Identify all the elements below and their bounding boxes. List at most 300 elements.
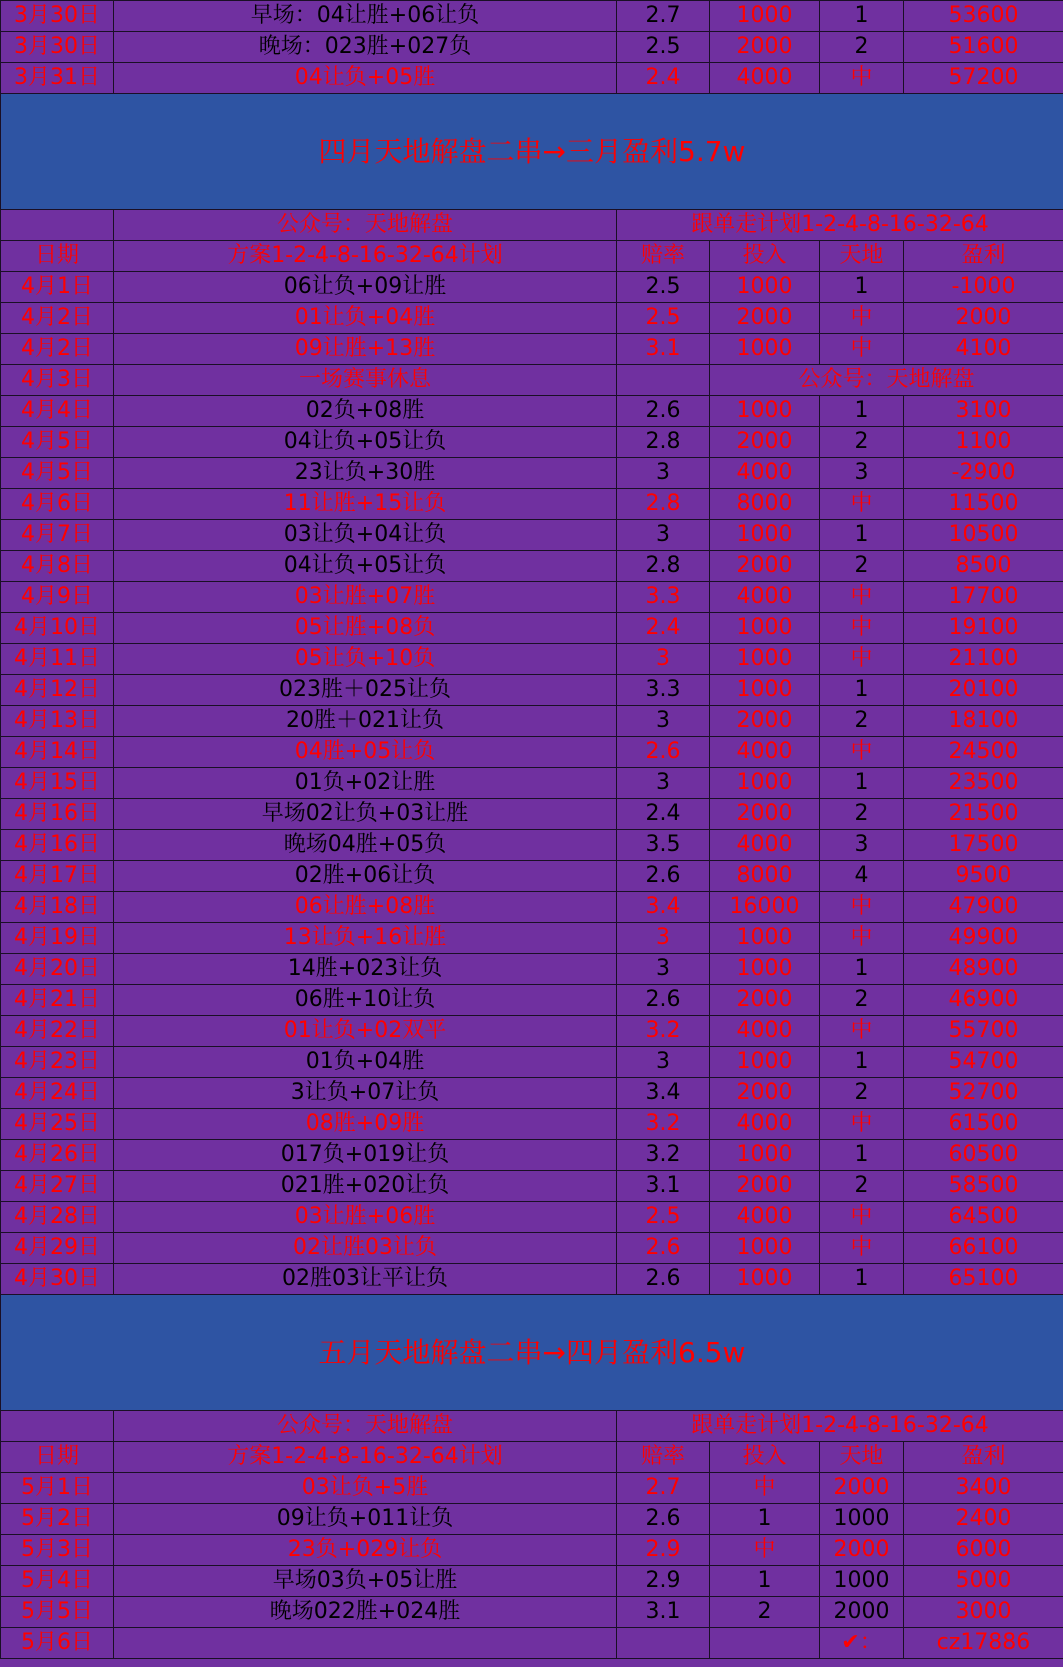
cell-odds: 2.6 [617,737,710,768]
may-header-row [1,1442,1063,1473]
table-row [1,551,1063,582]
table-row [1,1597,1063,1628]
header-date: 日期 [1,241,114,272]
table-row [1,954,1063,985]
cell-bet: 2000 [710,427,820,458]
cell-bet: 1000 [710,1047,820,1078]
table-row [1,63,1063,94]
cell-odds: 3.4 [617,892,710,923]
cell-odds: 3.2 [617,1140,710,1171]
cell-profit: 4100 [904,334,1063,365]
cell-tiandi: 中 [820,923,904,954]
cell-tiandi: 中 [820,303,904,334]
cell-odds: 3 [617,768,710,799]
cell-plan: 06让负+09让胜 [114,272,617,303]
cell-profit: 20100 [904,675,1063,706]
cell-tiandi: 1 [820,396,904,427]
cell-odds: 2.4 [617,799,710,830]
cell-tiandi: 中 [820,582,904,613]
cell-tiandi: 中 [820,489,904,520]
cell-tiandi: 1 [820,675,904,706]
table-row [1,520,1063,551]
cell-odds: 2.5 [617,32,710,63]
cell-date: 4月14日 [1,737,114,768]
cell-odds: 2.7 [617,1473,710,1504]
cell-profit: 66100 [904,1233,1063,1264]
table-row [1,644,1063,675]
cell-plan: 05让负+10负 [114,644,617,675]
cell-date: 4月9日 [1,582,114,613]
cell-profit: 11500 [904,489,1063,520]
cell-bet: 2000 [710,799,820,830]
cell-date: 4月24日 [1,1078,114,1109]
cell-tiandi: 2 [820,985,904,1016]
cell-profit: 48900 [904,954,1063,985]
cell-date: 4月20日 [1,954,114,985]
cell-date: 4月4日 [1,396,114,427]
cell-tiandi: 2 [820,706,904,737]
may-banner-row [1,1295,1063,1411]
cell-date: 4月21日 [1,985,114,1016]
rest-account: 公众号：天地解盘 [710,365,1063,396]
cell-plan: 23让负+30胜 [114,458,617,489]
cell-date: 4月25日 [1,1109,114,1140]
cell-plan: 05让胜+08负 [114,613,617,644]
cell-odds: 3 [617,520,710,551]
cell-odds: 2.8 [617,489,710,520]
cell-date: 4月29日 [1,1233,114,1264]
cell-profit: 17500 [904,830,1063,861]
cell-tiandi: 中 [820,737,904,768]
cell-profit: 21500 [904,799,1063,830]
rest-text: 一场赛事休息 [114,365,617,396]
cell-tiandi: 2 [820,32,904,63]
may-follow-plan: 跟单走计划1-2-4-8-16-32-64 [617,1411,1063,1442]
cell-bet: 4000 [710,582,820,613]
cell-bet: 1000 [710,1,820,32]
cell-plan: 20胜＋021让负 [114,706,617,737]
cell-tiandi: 2000 [820,1473,904,1504]
cell-plan: 02负+08胜 [114,396,617,427]
cell-odds: 3.1 [617,334,710,365]
table-row [1,768,1063,799]
cell-bet: 1 [710,1504,820,1535]
cell-profit: 3400 [904,1473,1063,1504]
cell-date: 4月16日 [1,830,114,861]
cell-plan: 09让负+011让负 [114,1504,617,1535]
cell-date: 3月30日 [1,32,114,63]
cell-date: 4月5日 [1,427,114,458]
april-header-row [1,241,1063,272]
cell-bet: 1000 [710,613,820,644]
cell-tiandi: 1 [820,1140,904,1171]
last-date: 5月6日 [1,1628,114,1659]
cell-odds: 2.6 [617,396,710,427]
cell-bet: 1000 [710,768,820,799]
cell-tiandi: 3 [820,830,904,861]
cell-plan: 晚场04胜+05负 [114,830,617,861]
cell-date: 4月13日 [1,706,114,737]
header-bet: 投入 [710,241,820,272]
cell-date: 4月17日 [1,861,114,892]
cell-tiandi: 2 [820,427,904,458]
cell-profit: 5000 [904,1566,1063,1597]
cell-date: 3月30日 [1,1,114,32]
table-row [1,1171,1063,1202]
cell-plan: 03让负+5胜 [114,1473,617,1504]
cell-tiandi: 2 [820,1171,904,1202]
cell-plan: 13让负+16让胜 [114,923,617,954]
cell-tiandi: 1 [820,272,904,303]
cell-odds: 2.9 [617,1535,710,1566]
table-row [1,737,1063,768]
cell-bet: 4000 [710,830,820,861]
cell-date: 4月8日 [1,551,114,582]
header-tiandi: 天地 [820,241,904,272]
cell-odds: 2.8 [617,427,710,458]
cell-date: 4月30日 [1,1264,114,1295]
cell-bet: 1000 [710,1233,820,1264]
cell-bet: 2000 [710,706,820,737]
cell-odds: 2.4 [617,63,710,94]
rest-date: 4月3日 [1,365,114,396]
cell-bet: 中 [710,1535,820,1566]
cell-odds: 3.4 [617,1078,710,1109]
header-odds: 赔率 [617,241,710,272]
cell-profit: 64500 [904,1202,1063,1233]
cell-profit: 2000 [904,303,1063,334]
cell-profit: 1100 [904,427,1063,458]
cell-profit: -2900 [904,458,1063,489]
table-row [1,830,1063,861]
cell-profit: 6000 [904,1535,1063,1566]
cell-bet: 4000 [710,737,820,768]
cell-odds: 3.3 [617,582,710,613]
table-row [1,799,1063,830]
cell-bet: 2000 [710,551,820,582]
cell-profit: 8500 [904,551,1063,582]
table-row [1,613,1063,644]
cell-plan: 01负+02让胜 [114,768,617,799]
cell-odds: 3 [617,923,710,954]
table-row [1,985,1063,1016]
cell-bet: 2000 [710,985,820,1016]
may-banner: 五月天地解盘二串→四月盈利6.5w [1,1295,1063,1411]
cell-bet: 16000 [710,892,820,923]
cell-profit: 2400 [904,1504,1063,1535]
cell-tiandi: 中 [820,644,904,675]
cell-date: 5月3日 [1,1535,114,1566]
table-row [1,582,1063,613]
cell-profit: 60500 [904,1140,1063,1171]
cell-odds: 2.6 [617,861,710,892]
cell-profit: 49900 [904,923,1063,954]
table-row [1,1078,1063,1109]
cell-date: 5月1日 [1,1473,114,1504]
cell-bet: 1000 [710,396,820,427]
cell-bet: 1000 [710,272,820,303]
cell-date: 4月27日 [1,1171,114,1202]
cell-plan: 021胜+020让负 [114,1171,617,1202]
cell-plan: 09让胜+13胜 [114,334,617,365]
april-banner: 四月天地解盘二串→三月盈利5.7w [1,94,1063,210]
cell-tiandi: 中 [820,334,904,365]
cell-date: 4月19日 [1,923,114,954]
cell-odds: 3 [617,706,710,737]
cell-bet: 1000 [710,1140,820,1171]
cell-tiandi: 1 [820,1047,904,1078]
last-odds [617,1628,710,1659]
header-tiandi: 天地 [820,1442,904,1473]
header-profit: 盈利 [904,1442,1063,1473]
cell-profit: 52700 [904,1078,1063,1109]
cell-odds: 3.1 [617,1597,710,1628]
cell-plan: 03让胜+06胜 [114,1202,617,1233]
cell-date: 5月4日 [1,1566,114,1597]
cell-plan: 早场03负+05让胜 [114,1566,617,1597]
cell-bet: 4000 [710,1202,820,1233]
april-account: 公众号：天地解盘 [114,210,617,241]
cell-tiandi: 4 [820,861,904,892]
april-info-row [1,210,1063,241]
cell-date: 4月15日 [1,768,114,799]
cell-tiandi: 2000 [820,1535,904,1566]
cell-date: 4月23日 [1,1047,114,1078]
table-row [1,1047,1063,1078]
cell-plan: 14胜+023让负 [114,954,617,985]
cell-profit: 51600 [904,32,1063,63]
cell-odds: 2.6 [617,1233,710,1264]
cell-profit: 53600 [904,1,1063,32]
cell-odds: 2.9 [617,1566,710,1597]
cell-date: 4月1日 [1,272,114,303]
table-row [1,1202,1063,1233]
cell-plan: 04让负+05让负 [114,551,617,582]
table-row [1,923,1063,954]
cell-profit: -1000 [904,272,1063,303]
table-row [1,1140,1063,1171]
cell-tiandi: 中 [820,1016,904,1047]
cell-bet: 4000 [710,63,820,94]
cell-tiandi: 1 [820,954,904,985]
april-follow-plan: 跟单走计划1-2-4-8-16-32-64 [617,210,1063,241]
april-info-empty [1,210,114,241]
april-banner-row [1,94,1063,210]
cell-profit: 17700 [904,582,1063,613]
cell-odds: 2.5 [617,1202,710,1233]
table-row [1,32,1063,63]
cell-tiandi: 2 [820,551,904,582]
cell-odds: 3 [617,458,710,489]
table-row [1,706,1063,737]
cell-plan: 08胜+09胜 [114,1109,617,1140]
cell-odds: 2.6 [617,1264,710,1295]
april-rest-row [1,365,1063,396]
cell-tiandi: 中 [820,613,904,644]
table-row [1,1473,1063,1504]
header-date: 日期 [1,1442,114,1473]
cell-plan: 03让胜+07胜 [114,582,617,613]
may-account: 公众号：天地解盘 [114,1411,617,1442]
cell-odds: 3 [617,1047,710,1078]
cell-bet: 1000 [710,334,820,365]
cell-tiandi: 1000 [820,1504,904,1535]
header-odds: 赔率 [617,1442,710,1473]
cell-bet: 1 [710,1566,820,1597]
may-info-row [1,1411,1063,1442]
cell-tiandi: 中 [820,63,904,94]
cell-odds: 3.2 [617,1016,710,1047]
cell-profit: 10500 [904,520,1063,551]
cell-plan: 04胜+05让负 [114,737,617,768]
cell-plan: 3让负+07让负 [114,1078,617,1109]
cell-date: 5月5日 [1,1597,114,1628]
last-plan [114,1628,617,1659]
cell-odds: 2.7 [617,1,710,32]
cell-date: 5月2日 [1,1504,114,1535]
cell-tiandi: 2000 [820,1597,904,1628]
cell-bet: 2000 [710,1171,820,1202]
cell-date: 3月31日 [1,63,114,94]
cell-date: 4月18日 [1,892,114,923]
table-row [1,1016,1063,1047]
cell-bet: 1000 [710,923,820,954]
cell-plan: 早场02让负+03让胜 [114,799,617,830]
cell-tiandi: 1 [820,768,904,799]
cell-tiandi: 1 [820,1264,904,1295]
cell-date: 4月7日 [1,520,114,551]
cell-tiandi: 中 [820,1233,904,1264]
cell-plan: 01让负+04胜 [114,303,617,334]
cell-plan: 早场：04让胜+06让负 [114,1,617,32]
cell-date: 4月26日 [1,1140,114,1171]
table-row [1,334,1063,365]
cell-tiandi: 1 [820,520,904,551]
cell-bet: 2000 [710,303,820,334]
table-row [1,675,1063,706]
cell-odds: 3.1 [617,1171,710,1202]
cell-odds: 2.8 [617,551,710,582]
cell-bet: 4000 [710,1109,820,1140]
cell-tiandi: 1000 [820,1566,904,1597]
cell-profit: 47900 [904,892,1063,923]
cell-date: 4月10日 [1,613,114,644]
cell-profit: 57200 [904,63,1063,94]
cell-profit: 24500 [904,737,1063,768]
cell-odds: 3.5 [617,830,710,861]
cell-odds: 3.2 [617,1109,710,1140]
cell-plan: 06让胜+08胜 [114,892,617,923]
cell-profit: 21100 [904,644,1063,675]
may-last-row [1,1628,1063,1659]
cell-odds: 2.6 [617,985,710,1016]
cell-profit: 3100 [904,396,1063,427]
cell-plan: 02胜03让平让负 [114,1264,617,1295]
cell-tiandi: 2 [820,1078,904,1109]
table-row [1,396,1063,427]
sheet-body [1,1,1063,1659]
cell-tiandi: 中 [820,1202,904,1233]
last-bet [710,1628,820,1659]
cell-date: 4月6日 [1,489,114,520]
cell-bet: 2000 [710,32,820,63]
cell-date: 4月16日 [1,799,114,830]
cell-bet: 1000 [710,954,820,985]
cell-odds: 2.4 [617,613,710,644]
table-row [1,427,1063,458]
cell-date: 4月22日 [1,1016,114,1047]
cell-odds: 3.3 [617,675,710,706]
cell-profit: 3000 [904,1597,1063,1628]
table-row [1,861,1063,892]
cell-date: 4月28日 [1,1202,114,1233]
cell-bet: 1000 [710,644,820,675]
cell-plan: 01负+04胜 [114,1047,617,1078]
cell-date: 4月2日 [1,303,114,334]
cell-tiandi: 3 [820,458,904,489]
last-check: ✔： [820,1628,904,1659]
cell-profit: 58500 [904,1171,1063,1202]
cell-bet: 8000 [710,861,820,892]
cell-profit: 55700 [904,1016,1063,1047]
cell-odds: 2.5 [617,272,710,303]
header-bet: 投入 [710,1442,820,1473]
may-info-empty [1,1411,114,1442]
cell-bet: 2000 [710,1078,820,1109]
cell-tiandi: 中 [820,1109,904,1140]
cell-plan: 11让胜+15让负 [114,489,617,520]
cell-date: 4月12日 [1,675,114,706]
cell-tiandi: 1 [820,1,904,32]
cell-bet: 中 [710,1473,820,1504]
cell-plan: 04让负+05让负 [114,427,617,458]
cell-bet: 8000 [710,489,820,520]
cell-plan: 03让负+04让负 [114,520,617,551]
cell-bet: 2 [710,1597,820,1628]
cell-bet: 1000 [710,520,820,551]
cell-odds: 3 [617,954,710,985]
table-row [1,489,1063,520]
cell-odds: 2.6 [617,1504,710,1535]
header-plan: 方案1-2-4-8-16-32-64计划 [114,241,617,272]
cell-profit: 65100 [904,1264,1063,1295]
cell-plan: 017负+019让负 [114,1140,617,1171]
last-contact: cz17886 [904,1628,1063,1659]
cell-profit: 9500 [904,861,1063,892]
cell-profit: 61500 [904,1109,1063,1140]
cell-plan: 02胜+06让负 [114,861,617,892]
cell-odds: 3 [617,644,710,675]
cell-bet: 4000 [710,1016,820,1047]
cell-plan: 晚场022胜+024胜 [114,1597,617,1628]
cell-bet: 4000 [710,458,820,489]
cell-plan: 晚场：023胜+027负 [114,32,617,63]
header-profit: 盈利 [904,241,1063,272]
cell-profit: 46900 [904,985,1063,1016]
cell-date: 4月5日 [1,458,114,489]
table-row [1,1264,1063,1295]
header-plan: 方案1-2-4-8-16-32-64计划 [114,1442,617,1473]
cell-profit: 19100 [904,613,1063,644]
cell-bet: 1000 [710,1264,820,1295]
cell-profit: 54700 [904,1047,1063,1078]
table-row [1,1109,1063,1140]
cell-plan: 01让负+02双平 [114,1016,617,1047]
table-row [1,1,1063,32]
table-row [1,1233,1063,1264]
cell-profit: 23500 [904,768,1063,799]
cell-plan: 23负+029让负 [114,1535,617,1566]
